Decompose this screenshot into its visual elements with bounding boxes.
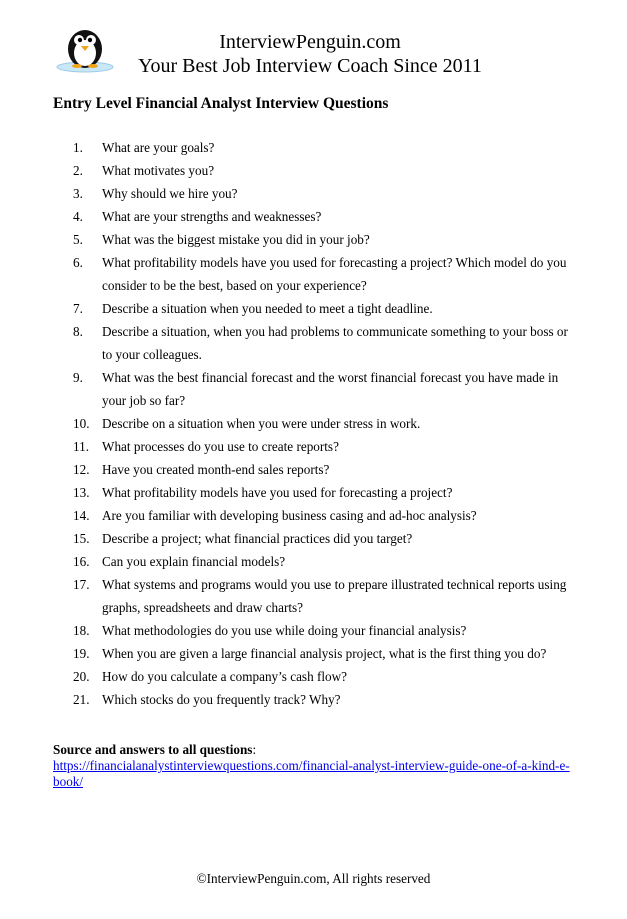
list-item bbox=[73, 504, 573, 527]
site-name: InterviewPenguin.com bbox=[219, 31, 401, 53]
question-number: 3. bbox=[73, 186, 83, 201]
question-number: 9. bbox=[73, 370, 83, 385]
question-number: 13. bbox=[73, 485, 90, 500]
source-colon: : bbox=[252, 742, 257, 757]
list-item bbox=[73, 550, 573, 573]
list-item bbox=[73, 228, 573, 251]
question-text: Are you familiar with developing business casing and ad-hoc analysis? bbox=[102, 508, 477, 523]
question-text: What was the biggest mistake you did in your job? bbox=[102, 232, 370, 247]
question-number: 16. bbox=[73, 554, 90, 569]
question-text: What methodologies do you use while doing your financial analysis? bbox=[102, 623, 467, 638]
list-item bbox=[73, 573, 573, 619]
question-number: 12. bbox=[73, 462, 90, 477]
question-number: 6. bbox=[73, 255, 83, 270]
list-item bbox=[73, 435, 573, 458]
footer-copyright: ©InterviewPenguin.com, All rights reserved bbox=[196, 871, 431, 886]
question-text: Describe a project; what financial practices did you target? bbox=[102, 531, 413, 546]
question-text: What profitability models have you used for forecasting a project? bbox=[102, 485, 453, 500]
question-text: Have you created month-end sales reports? bbox=[102, 462, 330, 477]
question-number: 10. bbox=[73, 416, 90, 431]
question-text: How do you calculate a company’s cash flow? bbox=[102, 669, 347, 684]
site-header bbox=[120, 30, 500, 78]
list-item bbox=[73, 251, 573, 297]
question-number: 8. bbox=[73, 324, 83, 339]
list-item bbox=[73, 458, 573, 481]
question-text: What motivates you? bbox=[102, 163, 215, 178]
question-number: 17. bbox=[73, 577, 90, 592]
question-number: 11. bbox=[73, 439, 89, 454]
question-text: What profitability models have you used for forecasting a project? Which model do you consider to be the best, based on your experience? bbox=[102, 255, 567, 293]
question-number: 21. bbox=[73, 692, 90, 707]
question-text: Describe on a situation when you were under stress in work. bbox=[102, 416, 421, 431]
list-item bbox=[73, 665, 573, 688]
question-text: What are your strengths and weaknesses? bbox=[102, 209, 322, 224]
question-number: 15. bbox=[73, 531, 90, 546]
list-item bbox=[73, 688, 573, 711]
question-text: What was the best financial forecast and the worst financial forecast you have made in your job so far? bbox=[102, 370, 559, 408]
list-item bbox=[73, 136, 573, 159]
question-text: When you are given a large financial analysis project, what is the first thing you do? bbox=[102, 646, 547, 661]
list-item bbox=[73, 412, 573, 435]
question-number: 14. bbox=[73, 508, 90, 523]
source-section bbox=[53, 742, 573, 790]
penguin-logo bbox=[50, 24, 120, 74]
question-number: 19. bbox=[73, 646, 90, 661]
question-list bbox=[73, 136, 573, 711]
question-text: Describe a situation, when you had problems to communicate something to your boss or to your colleagues. bbox=[102, 324, 568, 362]
list-item bbox=[73, 159, 573, 182]
question-text: What processes do you use to create reports? bbox=[102, 439, 339, 454]
list-item bbox=[73, 320, 573, 366]
question-text: What systems and programs would you use to prepare illustrated technical reports using graphs, spreadsheets and draw charts? bbox=[102, 577, 567, 615]
source-label: Source and answers to all questions bbox=[53, 742, 253, 757]
page-title: Entry Level Financial Analyst Interview Questions bbox=[53, 95, 389, 112]
question-text: Describe a situation when you needed to meet a tight deadline. bbox=[102, 301, 433, 316]
question-text: Which stocks do you frequently track? Why? bbox=[102, 692, 341, 707]
question-number: 7. bbox=[73, 301, 83, 316]
question-number: 20. bbox=[73, 669, 90, 684]
penguin-icon bbox=[50, 24, 120, 74]
list-item bbox=[73, 205, 573, 228]
list-item bbox=[73, 481, 573, 504]
list-item bbox=[73, 527, 573, 550]
question-number: 4. bbox=[73, 209, 83, 224]
list-item bbox=[73, 366, 573, 412]
question-number: 5. bbox=[73, 232, 83, 247]
question-number: 2. bbox=[73, 163, 83, 178]
list-item bbox=[73, 297, 573, 320]
question-number: 18. bbox=[73, 623, 90, 638]
question-text: Can you explain financial models? bbox=[102, 554, 286, 569]
question-number: 1. bbox=[73, 140, 83, 155]
list-item bbox=[73, 642, 573, 665]
site-tagline: Your Best Job Interview Coach Since 2011 bbox=[138, 55, 482, 77]
question-text: What are your goals? bbox=[102, 140, 215, 155]
source-link[interactable]: https://financialanalystinterviewquestions.com/financial-analyst-interview-guide-one-of-a-kind-e-book/ bbox=[53, 758, 570, 789]
list-item bbox=[73, 182, 573, 205]
question-text: Why should we hire you? bbox=[102, 186, 238, 201]
list-item bbox=[73, 619, 573, 642]
